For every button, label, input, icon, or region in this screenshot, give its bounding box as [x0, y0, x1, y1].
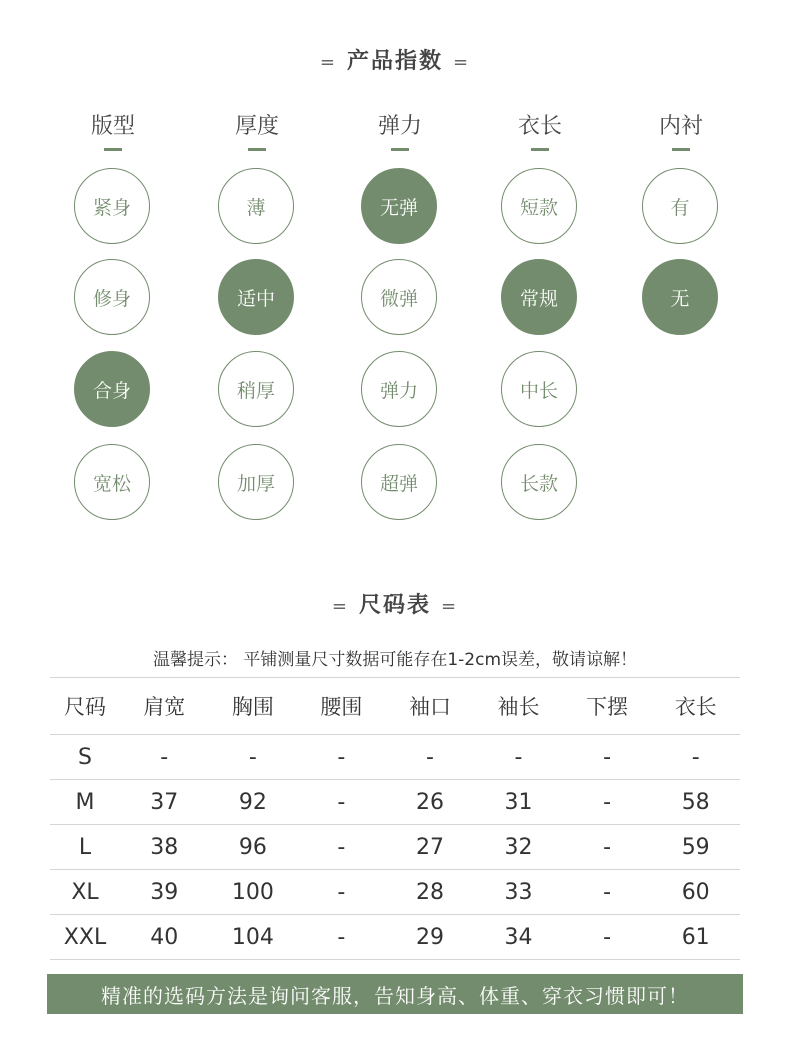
option-thin: 薄	[218, 168, 294, 244]
option-long: 长款	[501, 444, 577, 520]
header-cell: 胸围	[209, 678, 298, 735]
table-cell: 38	[120, 825, 209, 870]
table-row	[50, 735, 740, 780]
table-cell: XL	[50, 870, 120, 915]
header-underline	[391, 148, 409, 151]
table-cell: -	[120, 735, 209, 780]
table-cell: 31	[474, 780, 563, 825]
option-unlined-selected: 无	[642, 259, 718, 335]
table-cell: 26	[386, 780, 475, 825]
table-cell: 96	[209, 825, 298, 870]
index-column-elasticity	[340, 112, 460, 495]
table-cell: -	[563, 735, 652, 780]
table-row	[50, 870, 740, 915]
table-cell: -	[297, 870, 386, 915]
size-chart-title: = 尺码表 =	[331, 593, 459, 618]
option-standard-selected: 常规	[501, 259, 577, 335]
option-lined: 有	[642, 168, 718, 244]
table-cell: 92	[209, 780, 298, 825]
table-cell: S	[50, 735, 120, 780]
column-header: 厚度	[234, 114, 279, 139]
table-cell: -	[297, 825, 386, 870]
table-cell: L	[50, 825, 120, 870]
option-no-stretch-selected: 无弹	[361, 168, 437, 244]
table-cell: 60	[651, 870, 740, 915]
column-header: 衣长	[517, 114, 562, 139]
header-cell: 袖长	[474, 678, 563, 735]
header-cell: 袖口	[386, 678, 475, 735]
table-cell: -	[563, 870, 652, 915]
header-cell: 尺码	[50, 678, 120, 735]
header-underline	[672, 148, 690, 151]
table-cell: -	[563, 915, 652, 960]
table-cell: 32	[474, 825, 563, 870]
table-cell: XXL	[50, 915, 120, 960]
option-slim: 修身	[74, 259, 150, 335]
table-row	[50, 825, 740, 870]
table-cell: -	[474, 735, 563, 780]
table-cell: 28	[386, 870, 475, 915]
header-underline	[248, 148, 266, 151]
table-cell: -	[563, 780, 652, 825]
option-thick: 加厚	[218, 444, 294, 520]
index-column-length	[480, 112, 600, 495]
table-cell: -	[563, 825, 652, 870]
table-cell: -	[386, 735, 475, 780]
index-column-lining	[621, 112, 741, 310]
option-mid-length: 中长	[501, 351, 577, 427]
table-row	[50, 780, 740, 825]
table-cell: -	[297, 780, 386, 825]
header-cell: 肩宽	[120, 678, 209, 735]
table-cell: 39	[120, 870, 209, 915]
table-cell: 37	[120, 780, 209, 825]
table-cell: 27	[386, 825, 475, 870]
table-row	[50, 915, 740, 960]
option-stretch: 弹力	[361, 351, 437, 427]
table-cell: -	[297, 735, 386, 780]
table-cell: 61	[651, 915, 740, 960]
table-cell: 58	[651, 780, 740, 825]
index-column-fit	[53, 112, 173, 495]
option-regular-selected: 合身	[74, 351, 150, 427]
table-cell: 29	[386, 915, 475, 960]
table-cell: 33	[474, 870, 563, 915]
table-cell: 104	[209, 915, 298, 960]
size-advice-banner: 精准的选码方法是询问客服，告知身高、体重、穿衣习惯即可！	[47, 974, 743, 1014]
header-underline	[531, 148, 549, 151]
option-medium-selected: 适中	[218, 259, 294, 335]
table-header-row	[50, 678, 740, 735]
size-table	[50, 677, 740, 960]
column-header: 版型	[90, 114, 135, 139]
table-cell: M	[50, 780, 120, 825]
option-slightly-thick: 稍厚	[218, 351, 294, 427]
option-slight-stretch: 微弹	[361, 259, 437, 335]
option-short: 短款	[501, 168, 577, 244]
table-cell: 100	[209, 870, 298, 915]
option-tight: 紧身	[74, 168, 150, 244]
option-loose: 宽松	[74, 444, 150, 520]
column-header: 弹力	[377, 114, 422, 139]
table-cell: -	[651, 735, 740, 780]
table-cell: -	[209, 735, 298, 780]
header-underline	[104, 148, 122, 151]
table-cell: 34	[474, 915, 563, 960]
table-cell: 40	[120, 915, 209, 960]
table-cell: 59	[651, 825, 740, 870]
index-column-thickness	[197, 112, 317, 495]
product-index-title: = 产品指数 =	[319, 49, 471, 74]
option-super-stretch: 超弹	[361, 444, 437, 520]
header-cell: 衣长	[651, 678, 740, 735]
header-cell: 下摆	[563, 678, 652, 735]
column-header: 内衬	[658, 114, 703, 139]
measurement-tip: 温馨提示： 平铺测量尺寸数据可能存在1-2cm误差，敬请谅解！	[152, 650, 638, 670]
table-cell: -	[297, 915, 386, 960]
header-cell: 腰围	[297, 678, 386, 735]
